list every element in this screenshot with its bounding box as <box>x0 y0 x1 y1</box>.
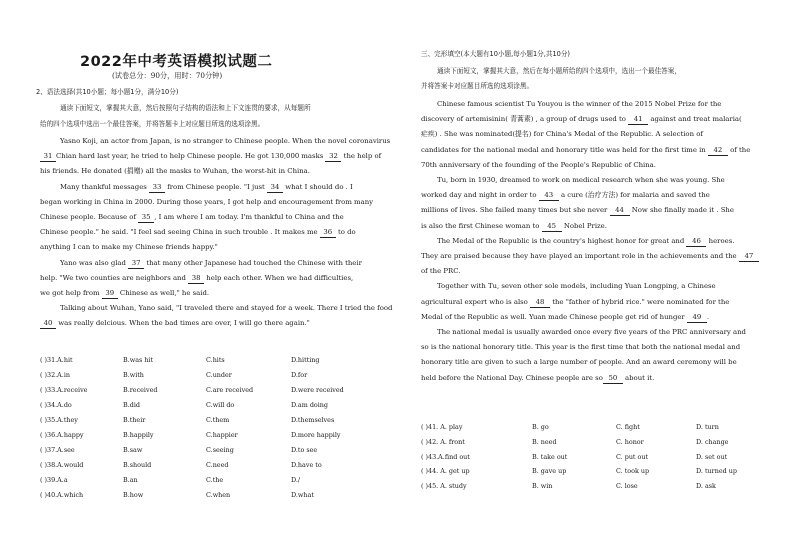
passage-text: millions of lives. She failed many times but she never <box>421 206 610 215</box>
answer-blank: 40 <box>40 319 56 329</box>
passage-line <box>40 243 218 252</box>
passage-text: , I am where I am today. I'm thankful to China and the <box>154 213 344 221</box>
answer-blank: 39 <box>102 289 118 299</box>
passage-line <box>437 176 725 185</box>
passage-line <box>437 100 721 109</box>
answer-blank: 42 <box>708 146 728 156</box>
passage-line <box>40 213 344 223</box>
passage-text: we got help from <box>40 289 102 297</box>
question-option-a: ( )33.A.receive <box>40 386 88 394</box>
question-option: D.am doing <box>291 401 329 409</box>
question-option: D.have to <box>291 461 322 469</box>
passage-line <box>40 274 353 284</box>
question-option: B. gave up <box>532 467 567 476</box>
passage-text: Many thankful messages <box>60 182 150 191</box>
passage-line <box>421 206 734 216</box>
question-option-a: ( )32.A.in <box>40 371 70 379</box>
answer-blank: 31 <box>40 152 56 162</box>
section3-instruction-line: 通读下面短文，掌握其大意，然后在每小题所给的四个选项中，选出一个最佳答案， <box>437 67 681 75</box>
section2-heading: 2、语法选择(共10小题；每小题1分，满分10分) <box>36 88 179 96</box>
question-option: C.are received <box>206 386 254 394</box>
passage-text: candidates for the national medal and honorary title was held for the first time in <box>421 145 708 154</box>
question-option-a: ( )43.A.find out <box>421 452 470 461</box>
question-option: B. go <box>532 423 549 431</box>
question-option: B.did <box>123 401 140 409</box>
passage-text: was really delcious. When the bad times are over, I will go there again." <box>56 319 310 328</box>
answer-blank: 44 <box>610 206 630 216</box>
passage-text: began working in China in 2000. During those years, I got help and encouragement from many <box>40 197 374 206</box>
question-option-a: ( )39.A.a <box>40 476 68 484</box>
question-option: B.an <box>123 476 138 484</box>
passage-line <box>421 343 740 352</box>
passage-text: agricultural expert who is also <box>421 297 531 306</box>
passage-text: to do <box>335 228 356 237</box>
passage-text: Medal of the Republic as well. Yuan made Chinese people get rid of hunger <box>421 312 687 321</box>
passage-line <box>421 191 710 201</box>
question-option: C.the <box>206 476 224 484</box>
passage-line <box>421 252 759 262</box>
question-option: B. win <box>532 482 553 491</box>
question-option: B.their <box>123 416 146 424</box>
section3-heading: 三、完形填空(本大题有10小题,每小题1分,共10分) <box>421 50 570 58</box>
passage-text: that many other Japanese had touched the Chinese with their <box>144 258 362 267</box>
question-option: C.when <box>206 491 231 499</box>
question-option-a: ( )44. A. get up <box>421 467 470 476</box>
answer-blank: 37 <box>128 259 144 269</box>
passage-text: Chinese famous scientist Tu Youyou is the winner of the 2015 Nobel Prize for the <box>437 100 722 108</box>
question-option: C.hits <box>206 356 225 364</box>
passage-text: Together with Tu, seven other sole models, including Yuan Longping, a Chinese <box>437 282 716 291</box>
question-option: B.saw <box>123 446 143 454</box>
question-option: D. turned up <box>696 467 737 476</box>
passage-text: Talking about Wuhan, Yano said, "I traveled there and stayed for a week. There I tried the food <box>60 304 393 313</box>
passage-line <box>40 228 356 238</box>
passage-text: . <box>706 312 710 321</box>
question-option: D.were received <box>291 386 344 394</box>
passage-line <box>421 146 750 156</box>
passage-text: Tu, born in 1930, dreamed to work on medical research when she was young. She <box>437 176 725 184</box>
exam-info: (试卷总分：90分，用时：70分钟) <box>112 71 223 80</box>
passage-text: Nobel Prize. <box>561 221 607 230</box>
answer-blank: 34 <box>267 183 283 193</box>
question-option: D. change <box>696 437 729 446</box>
question-option: D.hitting <box>291 356 320 364</box>
passage-text: against and treat malaria( <box>648 115 742 124</box>
answer-blank: 45 <box>542 222 562 232</box>
passage-line <box>421 267 460 276</box>
passage-line <box>421 222 607 232</box>
question-option: D. turn <box>696 423 719 431</box>
answer-blank: 46 <box>686 237 706 247</box>
question-option: C.them <box>206 416 230 424</box>
question-option: C. fight <box>616 423 640 431</box>
passage-line <box>421 161 656 170</box>
question-option: D.for <box>291 371 308 379</box>
question-option: C.will do <box>206 401 235 409</box>
passage-text: what I should do . I <box>283 182 353 191</box>
answer-blank: 32 <box>325 152 341 162</box>
answer-blank: 41 <box>628 115 648 125</box>
passage-line <box>421 358 737 367</box>
answer-blank: 47 <box>739 252 759 262</box>
question-option-a: ( )40.A.which <box>40 491 84 499</box>
passage-text: a cure (治疗方法) for malaria and saved the <box>558 191 710 200</box>
answer-blank: 36 <box>320 228 336 238</box>
passage-line <box>40 319 310 329</box>
passage-text: help each other. When we had difficulties, <box>204 273 354 282</box>
passage-line <box>60 304 392 313</box>
passage-text: the help of <box>341 152 382 161</box>
passage-line <box>437 328 746 337</box>
answer-blank: 50 <box>603 374 623 384</box>
passage-text: so is the national honorary title. This year is the first time that both the national medal and <box>421 343 741 352</box>
section2-instruction-line: 给的四个选项中选出一个最佳答案，并将答题卡上对应题目所选的选项涂黑。 <box>40 120 265 128</box>
question-option: B.happily <box>123 431 154 439</box>
question-option-a: ( )38.A.would <box>40 461 84 469</box>
passage-line <box>421 313 709 323</box>
passage-text: The Medal of the Republic is the country's highest honor for great and <box>437 236 687 245</box>
question-option: C. lose <box>616 482 638 491</box>
question-option: D. set out <box>696 452 728 461</box>
section2-instruction-line: 通读下面短文，掌握其大意，然后按照句子结构的语法和上下文连贯的要求，从每题所 <box>60 104 311 112</box>
passage-line <box>437 282 716 291</box>
passage-text: 疟疾) . She was nominated(提名) for China's Medal of the Republic. A selection of <box>421 130 703 139</box>
passage-text: heroes. <box>706 236 735 245</box>
passage-line <box>421 374 654 384</box>
passage-text: 70th anniversary of the founding of the People's Republic of China. <box>421 160 656 169</box>
question-option: C.happier <box>206 431 238 439</box>
answer-blank: 43 <box>539 191 559 201</box>
question-option: C.need <box>206 461 229 469</box>
question-option-a: ( )41. A. play <box>421 423 463 431</box>
question-option: C. honor <box>616 437 644 446</box>
passage-text: of the <box>727 145 751 154</box>
question-option-a: ( )34.A.do <box>40 401 72 409</box>
question-option: D. ask <box>696 482 716 491</box>
passage-line <box>421 115 742 125</box>
question-option: C. put out <box>616 452 649 461</box>
question-option-a: ( )35.A.they <box>40 416 78 424</box>
passage-line <box>60 259 362 269</box>
passage-text: of the PRC. <box>421 267 461 276</box>
question-option: B.with <box>123 371 144 379</box>
passage-text: about it. <box>622 373 655 382</box>
passage-text: Chinese people. Because of <box>40 213 139 221</box>
passage-text: help. "We two counties are neighbors and <box>40 273 189 282</box>
question-option: C.under <box>206 371 232 379</box>
question-option: B.should <box>123 461 152 469</box>
passage-text: The national medal is usually awarded once every five years of the PRC anniversary and <box>437 328 746 336</box>
passage-text: anything I can to make my Chinese friends happy." <box>40 243 218 252</box>
question-option-a: ( )36.A.happy <box>40 431 84 439</box>
passage-text: Now she finally made it . She <box>629 206 734 215</box>
question-option-a: ( )37.A.see <box>40 446 75 454</box>
question-option: D./ <box>291 476 301 484</box>
passage-text: worked day and night in order to <box>421 191 539 200</box>
passage-text: honorary title are given to such a large number of people. And an award ceremony will be <box>421 358 737 367</box>
question-option-a: ( )31.A.hit <box>40 356 73 364</box>
question-option: B. need <box>532 437 557 446</box>
passage-line <box>60 183 353 193</box>
answer-blank: 48 <box>530 298 550 308</box>
answer-blank: 35 <box>138 213 154 223</box>
question-option: B.how <box>123 491 144 499</box>
question-option-a: ( )45. A. study <box>421 482 467 491</box>
passage-text: Chinese people." he said. "I feel sad seeing China in such trouble . It makes me <box>40 228 320 237</box>
question-option: C.seeing <box>206 446 234 454</box>
passage-line <box>437 237 734 247</box>
question-option: D.what <box>291 491 314 499</box>
section3-instruction-line: 并将答案卡对应题目所选的选项涂黑。 <box>421 82 534 90</box>
question-option-a: ( )42. A. front <box>421 437 465 446</box>
passage-text: held before the National Day. Chinese people are so <box>421 373 603 382</box>
question-option: B. take out <box>532 452 568 461</box>
passage-text: Yasno Koji, an actor from Japan, is no stranger to Chinese people. When the novel coronavirus <box>60 137 391 145</box>
passage-text: Chian hard last year, he tried to help Chinese people. He got 130,000 masks <box>56 152 326 161</box>
passage-text: Yano was also glad <box>60 258 129 267</box>
answer-blank: 38 <box>188 274 204 284</box>
answer-blank: 33 <box>149 183 165 193</box>
answer-blank: 49 <box>687 313 707 323</box>
question-option: B.received <box>123 386 158 394</box>
passage-text: is also the first Chinese woman to <box>421 221 542 230</box>
passage-line <box>421 298 729 308</box>
passage-line <box>60 137 390 146</box>
page-title: 2022年中考英语模拟试题二 <box>80 54 273 70</box>
question-option: B.was hit <box>123 356 154 364</box>
passage-text: from Chinese people. "I just <box>165 182 268 191</box>
passage-line <box>421 130 703 139</box>
question-option: D.themselves <box>291 416 335 424</box>
question-option: C. took up <box>616 467 650 476</box>
passage-text: They are praised because they have played an important role in the achievements and the <box>421 252 739 260</box>
passage-text: discovery of artemisinin( 青蒿素) , a group of drugs used to <box>421 115 629 124</box>
passage-text: the "father of hybrid rice." were nominated for the <box>550 297 730 306</box>
passage-line <box>40 198 373 207</box>
passage-text: his friends. He donated (捐赠) all the masks to Wuhan, the worst-hit in China. <box>40 167 310 176</box>
passage-line <box>40 167 310 176</box>
passage-line <box>40 152 381 162</box>
question-option: D.to see <box>291 446 318 454</box>
passage-text: Chinese as well," he said. <box>117 289 210 297</box>
question-option: D.more happily <box>291 431 341 439</box>
passage-line <box>40 289 209 299</box>
